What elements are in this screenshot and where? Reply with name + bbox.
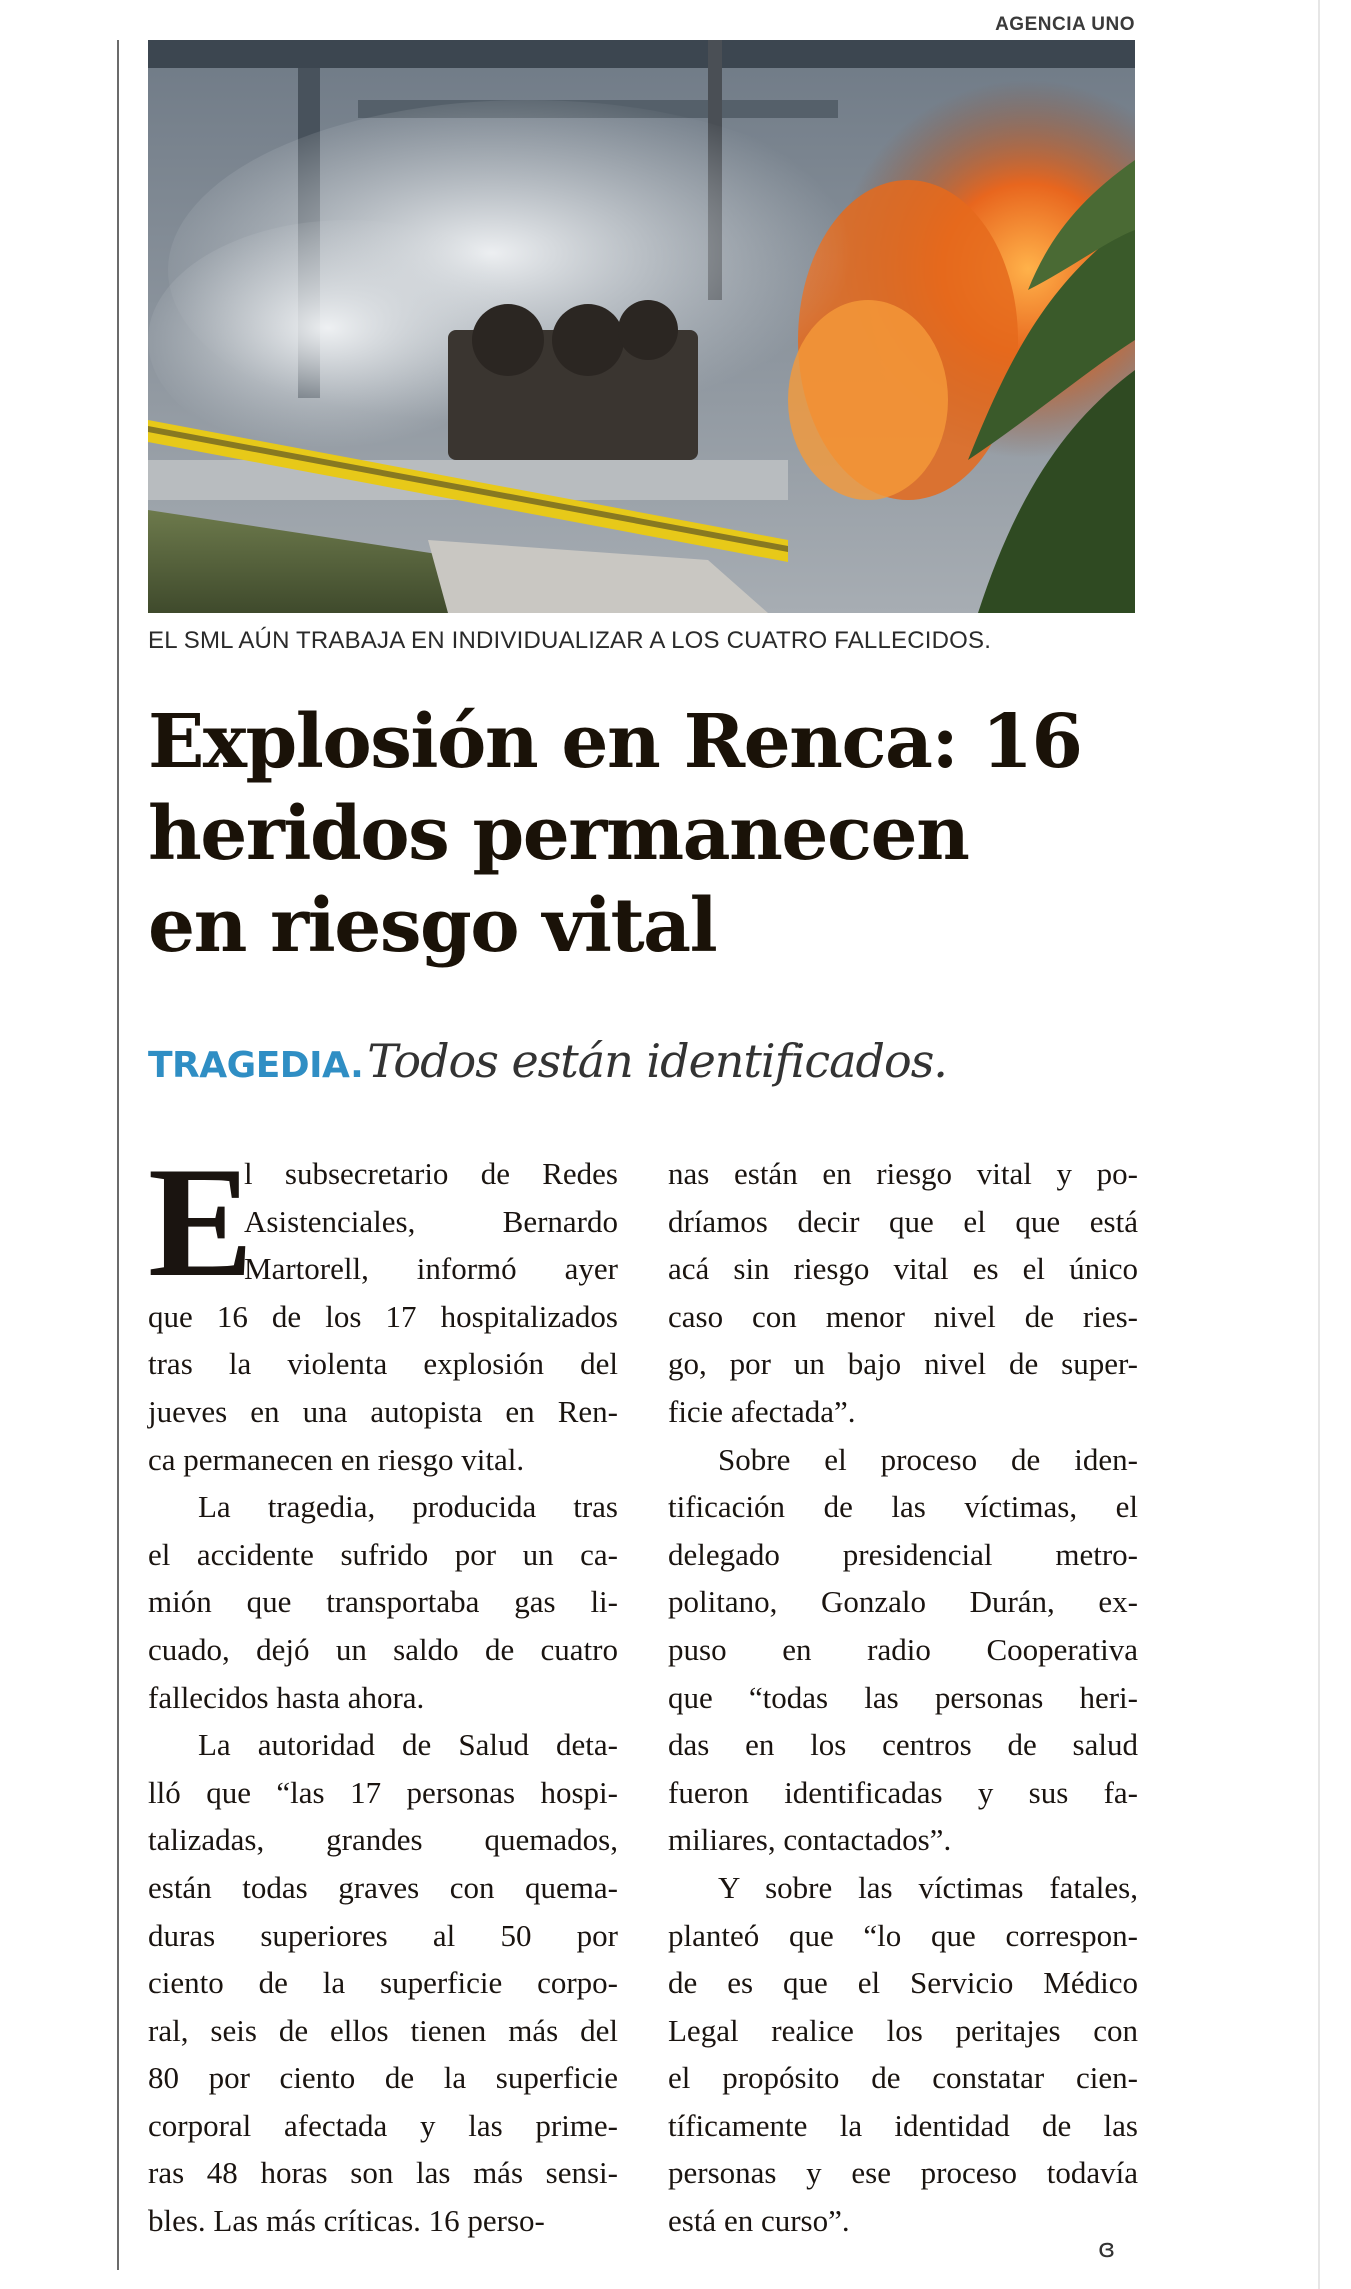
- body-paragraph: [668, 1864, 1138, 2245]
- body-line: Martorell, informó ayer: [244, 1251, 618, 1287]
- body-line: ral, seis de ellos tienen más del: [148, 2012, 618, 2048]
- body-column-right: [668, 1150, 1138, 2245]
- news-photo: [148, 40, 1135, 613]
- body-line: go, por un bajo nivel de super-: [668, 1346, 1138, 1382]
- body-line: corporal afectada y las prime-: [148, 2107, 618, 2143]
- body-line: fallecidos hasta ahora.: [148, 1679, 425, 1715]
- headline-line: Explosión en Renca: 16: [148, 699, 1082, 785]
- body-line: tras la violenta explosión del: [148, 1346, 618, 1382]
- body-line: Y sobre las víctimas fatales,: [718, 1869, 1138, 1905]
- headline: [148, 696, 1148, 972]
- body-paragraph: [668, 1150, 1138, 1436]
- body-line: que “todas las personas heri-: [668, 1679, 1138, 1715]
- body-line: delegado presidencial metro-: [668, 1536, 1138, 1572]
- body-line: tificación de las víctimas, el: [668, 1489, 1138, 1525]
- body-line: politano, Gonzalo Durán, ex-: [668, 1584, 1138, 1620]
- body-line: mión que transportaba gas li-: [148, 1584, 618, 1620]
- body-paragraph: [148, 1135, 618, 1483]
- body-line: ras 48 horas son las más sensi-: [148, 2155, 618, 2191]
- body-line: ficie afectada”.: [668, 1393, 856, 1429]
- column-rule: [117, 40, 119, 2270]
- body-line: el accidente sufrido por un ca-: [148, 1536, 618, 1572]
- body-line: está en curso”.: [668, 2203, 850, 2239]
- body-line: planteó que “lo que correspon-: [668, 1917, 1138, 1953]
- body-line: cuado, dejó un saldo de cuatro: [148, 1631, 618, 1667]
- body-line: duras superiores al 50 por: [148, 1917, 618, 1953]
- photo-credit: AGENCIA UNO: [995, 14, 1135, 35]
- page-edge: [1318, 0, 1320, 2289]
- body-line: bles. Las más críticas. 16 perso-: [148, 2203, 545, 2239]
- body-line: talizadas, grandes quemados,: [148, 1822, 618, 1858]
- body-line: ciento de la superficie corpo-: [148, 1965, 618, 2001]
- headline-line: heridos permanecen: [148, 791, 969, 877]
- body-line: Legal realice los peritajes con: [668, 2012, 1138, 2048]
- body-line: dríamos decir que el que está: [668, 1203, 1138, 1239]
- body-line: de es que el Servicio Médico: [668, 1965, 1138, 2001]
- body-line: están todas graves con quema-: [148, 1869, 618, 1905]
- body-line: das en los centros de salud: [668, 1727, 1138, 1763]
- body-line: Asistenciales, Bernardo: [244, 1203, 618, 1239]
- photo-caption: EL SML AÚN TRABAJA EN INDIVIDUALIZAR A LOS CUATRO FALLECIDOS.: [148, 627, 992, 654]
- deck-kicker: TRAGEDIA.: [148, 1045, 364, 1086]
- body-line: jueves en una autopista en Ren-: [148, 1393, 618, 1429]
- body-line: nas están en riesgo vital y po-: [668, 1156, 1138, 1191]
- deck-text: Todos están identificados.: [367, 1034, 947, 1088]
- body-line: acá sin riesgo vital es el único: [668, 1251, 1138, 1287]
- body-line: fueron identificadas y sus fa-: [668, 1774, 1138, 1810]
- body-line: que 16 de los 17 hospitalizados: [148, 1298, 618, 1334]
- body-line: puso en radio Cooperativa: [668, 1631, 1138, 1667]
- headline-line: en riesgo vital: [148, 883, 717, 969]
- body-line: l subsecretario de Redes: [244, 1156, 618, 1191]
- body-line: tíficamente la identidad de las: [668, 2107, 1138, 2143]
- body-line: 80 por ciento de la superficie: [148, 2060, 618, 2096]
- body-line: caso con menor nivel de ries-: [668, 1298, 1138, 1334]
- body-line: lló que “las 17 personas hospi-: [148, 1774, 618, 1810]
- body-line: La autoridad de Salud deta-: [198, 1727, 618, 1763]
- body-line: personas y ese proceso todavía: [668, 2155, 1138, 2191]
- body-paragraph: [668, 1436, 1138, 1864]
- body-line: Sobre el proceso de iden-: [718, 1441, 1138, 1477]
- deck: [148, 1034, 1148, 1088]
- drop-cap: E: [148, 1135, 254, 1310]
- body-line: La tragedia, producida tras: [198, 1489, 618, 1525]
- body-line: ca permanecen en riesgo vital.: [148, 1441, 525, 1477]
- body-paragraph: [148, 1721, 618, 2245]
- body-column-left: [148, 1135, 618, 2245]
- end-mark: ɞ: [1098, 2234, 1116, 2264]
- body-line: el propósito de constatar cien-: [668, 2060, 1138, 2096]
- body-paragraph: [148, 1483, 618, 1721]
- body-line: miliares, contactados”.: [668, 1822, 952, 1858]
